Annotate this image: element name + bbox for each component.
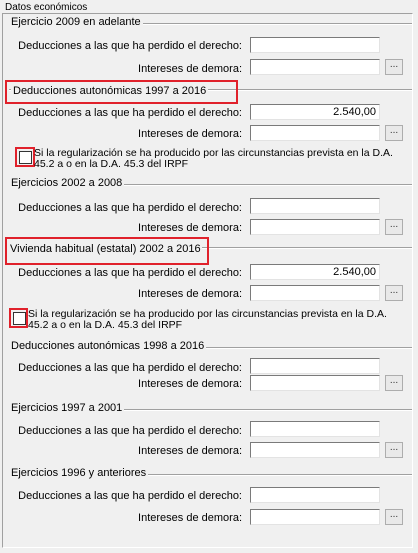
intereses-field[interactable] [250,285,380,301]
intereses-label: Intereses de demora: [138,63,242,75]
ellipsis-button[interactable]: ... [385,509,403,525]
deducciones-field[interactable]: 2.540,00 [250,264,380,280]
deducciones-label: Deducciones a las que ha perdido el derecho: [18,40,242,52]
intereses-label: Intereses de demora: [138,222,242,234]
intereses-field[interactable] [250,219,380,235]
ellipsis-button[interactable]: ... [385,219,403,235]
page-title: Datos económicos [5,2,88,13]
ellipsis-button[interactable]: ... [385,375,403,391]
deducciones-field[interactable] [250,487,380,503]
deducciones-label: Deducciones a las que ha perdido el derecho: [18,267,242,279]
deducciones-field[interactable] [250,198,380,214]
section-title: Vivienda habitual (estatal) 2002 a 2016 [10,243,201,255]
intereses-field[interactable] [250,59,380,75]
section-title: Ejercicios 1996 y anteriores [11,467,147,479]
regularizacion-checkbox[interactable] [13,312,26,325]
ellipsis-button[interactable]: ... [385,285,403,301]
deducciones-field[interactable] [250,421,380,437]
deducciones-field[interactable]: 2.540,00 [250,104,380,120]
regularizacion-checkbox-label: Si la regularización se ha producido por las circunstancias prevista en la D.A. 45.2 a o en la D.A. 45.3 del IRPF [34,147,393,170]
regularizacion-checkbox[interactable] [19,151,32,164]
ellipsis-button[interactable]: ... [385,59,403,75]
deducciones-label: Deducciones a las que ha perdido el derecho: [18,362,242,374]
section-title: Ejercicio 2009 en adelante [11,16,141,28]
regularizacion-checkbox-label: Si la regularización se ha producido por las circunstancias prevista en la D.A. 45.2 a o en la D.A. 45.3 del IRPF [28,308,387,331]
deducciones-label: Deducciones a las que ha perdido el derecho: [18,202,242,214]
section-title: Ejercicios 1997 a 2001 [11,402,123,414]
deducciones-label: Deducciones a las que ha perdido el derecho: [18,425,242,437]
deducciones-label: Deducciones a las que ha perdido el derecho: [18,107,242,119]
ellipsis-button[interactable]: ... [385,442,403,458]
deducciones-label: Deducciones a las que ha perdido el derecho: [18,490,242,502]
ellipsis-button[interactable]: ... [385,125,403,141]
intereses-field[interactable] [250,442,380,458]
section-title: Deducciones autonómicas 1997 a 2016 [13,85,207,97]
section-title: Ejercicios 2002 a 2008 [11,177,123,189]
intereses-label: Intereses de demora: [138,288,242,300]
intereses-field[interactable] [250,509,380,525]
intereses-label: Intereses de demora: [138,128,242,140]
intereses-field[interactable] [250,375,380,391]
intereses-label: Intereses de demora: [138,445,242,457]
section-title: Deducciones autonómicas 1998 a 2016 [11,340,205,352]
intereses-field[interactable] [250,125,380,141]
deducciones-field[interactable] [250,37,380,53]
intereses-label: Intereses de demora: [138,512,242,524]
deducciones-field[interactable] [250,358,380,374]
intereses-label: Intereses de demora: [138,378,242,390]
